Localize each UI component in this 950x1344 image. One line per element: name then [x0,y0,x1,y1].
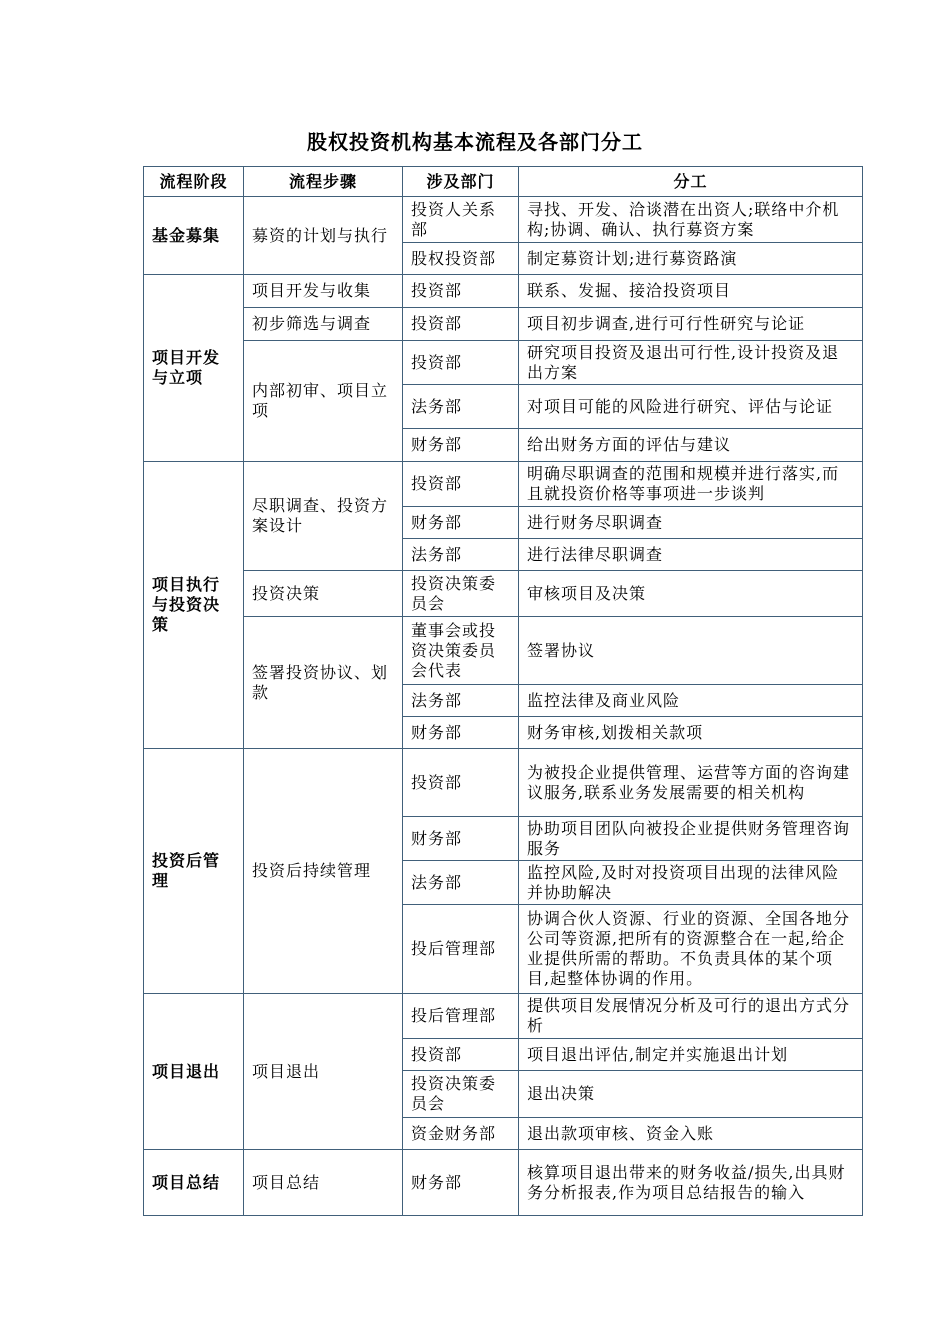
dept-cell: 投资决策委员会 [403,571,519,617]
duty-cell: 为被投企业提供管理、运营等方面的咨询建议服务,联系业务发展需要的相关机构 [519,749,863,817]
table-row [144,275,863,308]
step-cell: 签署投资协议、划款 [244,617,403,749]
dept-cell: 董事会或投资决策委员会代表 [403,617,519,685]
duty-cell: 对项目可能的风险进行研究、评估与论证 [519,385,863,429]
stage-cell: 基金募集 [144,197,244,275]
dept-cell: 法务部 [403,539,519,571]
page-title: 股权投资机构基本流程及各部门分工 [307,130,643,154]
table-row [144,462,863,507]
step-cell: 投资决策 [244,571,403,617]
duty-cell: 监控法律及商业风险 [519,685,863,717]
header-duty: 分工 [519,167,863,197]
duty-cell: 财务审核,划拨相关款项 [519,717,863,749]
table-row [144,994,863,1039]
table-row [144,197,863,243]
duty-cell: 项目初步调查,进行可行性研究与论证 [519,308,863,341]
process-table [143,166,863,1216]
step-cell: 项目退出 [244,994,403,1150]
dept-cell: 投资人关系部 [403,197,519,243]
dept-cell: 投资部 [403,462,519,507]
stage-cell: 项目开发与立项 [144,275,244,462]
duty-cell: 明确尽职调查的范围和规模并进行落实,而且就投资价格等事项进一步谈判 [519,462,863,507]
duty-cell: 核算项目退出带来的财务收益/损失,出具财务分析报表,作为项目总结报告的输入 [519,1150,863,1216]
duty-cell: 进行财务尽职调查 [519,507,863,539]
step-cell: 募资的计划与执行 [244,197,403,275]
duty-cell: 联系、发掘、接洽投资项目 [519,275,863,308]
dept-cell: 投资部 [403,275,519,308]
dept-cell: 投资部 [403,1039,519,1071]
dept-cell: 投资部 [403,749,519,817]
duty-cell: 研究项目投资及退出可行性,设计投资及退出方案 [519,341,863,385]
dept-cell: 财务部 [403,817,519,861]
header-dept: 涉及部门 [403,167,519,197]
dept-cell: 法务部 [403,685,519,717]
stage-cell: 项目执行与投资决策 [144,462,244,749]
duty-cell: 审核项目及决策 [519,571,863,617]
step-cell: 内部初审、项目立项 [244,341,403,462]
dept-cell: 投资决策委员会 [403,1071,519,1118]
duty-cell: 退出款项审核、资金入账 [519,1118,863,1150]
duty-cell: 协调合伙人资源、行业的资源、全国各地分公司等资源,把所有的资源整合在一起,给企业提供所需的帮助。不负责具体的某个项目,起整体协调的作用。 [519,905,863,994]
duty-cell: 退出决策 [519,1071,863,1118]
dept-cell: 财务部 [403,429,519,462]
step-cell: 项目总结 [244,1150,403,1216]
step-cell: 初步筛选与调查 [244,308,403,341]
duty-cell: 签署协议 [519,617,863,685]
header-stage: 流程阶段 [144,167,244,197]
duty-cell: 项目退出评估,制定并实施退出计划 [519,1039,863,1071]
duty-cell: 监控风险,及时对投资项目出现的法律风险并协助解决 [519,861,863,905]
dept-cell: 投后管理部 [403,994,519,1039]
dept-cell: 资金财务部 [403,1118,519,1150]
stage-cell: 项目总结 [144,1150,244,1216]
stage-cell: 项目退出 [144,994,244,1150]
stage-cell: 投资后管理 [144,749,244,994]
header-row [144,167,863,197]
step-cell: 项目开发与收集 [244,275,403,308]
dept-cell: 法务部 [403,861,519,905]
dept-cell: 投资部 [403,341,519,385]
table-row [144,341,863,385]
step-cell: 尽职调查、投资方案设计 [244,462,403,571]
duty-cell: 制定募资计划;进行募资路演 [519,243,863,275]
dept-cell: 财务部 [403,1150,519,1216]
table-row [144,1150,863,1216]
duty-cell: 给出财务方面的评估与建议 [519,429,863,462]
table-row [144,749,863,817]
duty-cell: 寻找、开发、洽谈潜在出资人;联络中介机构;协调、确认、执行募资方案 [519,197,863,243]
dept-cell: 财务部 [403,507,519,539]
duty-cell: 提供项目发展情况分析及可行的退出方式分析 [519,994,863,1039]
duty-cell: 进行法律尽职调查 [519,539,863,571]
dept-cell: 股权投资部 [403,243,519,275]
duty-cell: 协助项目团队向被投企业提供财务管理咨询服务 [519,817,863,861]
dept-cell: 法务部 [403,385,519,429]
step-cell: 投资后持续管理 [244,749,403,994]
table-row [144,617,863,685]
dept-cell: 财务部 [403,717,519,749]
header-step: 流程步骤 [244,167,403,197]
table-row [144,308,863,341]
table-row [144,571,863,617]
dept-cell: 投资部 [403,308,519,341]
dept-cell: 投后管理部 [403,905,519,994]
